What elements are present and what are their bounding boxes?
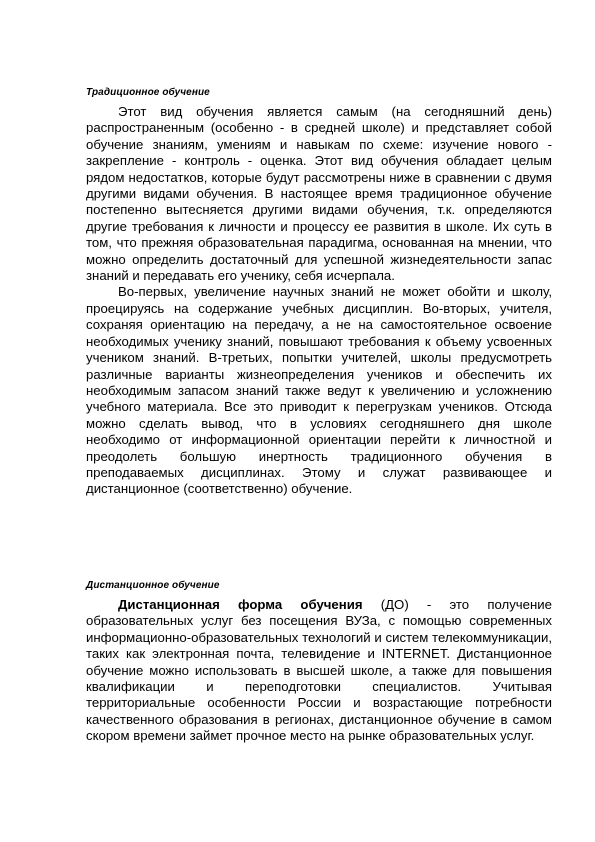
section-body-traditional [86,104,552,498]
paragraph: Этот вид обучения является самым (на сегодняшний день) распространенным (особенно - в средней школе) и представляет собой обучение знаниям, умениям и навыкам по схеме: изучение нового - закрепление - контроль - оценка. Этот вид обучения обладает целым рядом недостатков, которые будут рассмотрены ниже в сравнении с двумя другими видами обучения. В настоящее время традиционное обучение постепенно вытесняется другими видами обучения, т.к. определяются другие требования к личности и процессу ее развития в школе. Их суть в том, что прежняя образовательная парадигма, основанная на мнении, что можно определить достаточный для успешной жизнедеятельности запас знаний и передавать его ученику, себя исчерпала. [86,104,552,284]
paragraph: Во-первых, увеличение научных знаний не может обойти и школу, проецируясь на содержание учебных дисциплин. Во-вторых, учителя, сохраняя ориентацию на передачу, а не на самостоятельное освоение необходимых ученику знаний, повышают требования к объему усвоенных учеником знаний. В-третьих, попытки учителей, школы предусмотреть различные варианты жизнеопределения учеников и обеспечить их необходимым запасом знаний также ведут к увеличению и усложнению учебного материала. Все это приводит к перегрузкам учеников. Отсюда можно сделать вывод, что в условиях сегодняшнего дня школе необходимо от информационной ориентации перейти к личностной и преодолеть большую инертность традиционного обучения в преподаваемых дисциплинах. Этому и служат развивающее и дистанционное (соответственно) обучение. [86,284,552,497]
section-heading-distance: Дистанционное обучение [86,580,220,591]
paragraph [86,597,552,745]
term-bold: Дистанционная форма обучения [118,597,363,612]
section-body-distance [86,597,552,745]
section-heading-traditional: Традиционное обучение [86,87,210,98]
term-definition: (ДО) - это получение образовательных услуг без посещения ВУЗа, с помощью современных информационно-образовательных технологий и систем телекоммуникации, таких как электронная почта, телевидение и INTERNET. Дистанционное обучение можно использовать в высшей школе, а также для повышения квалификации и переподготовки специалистов. Учитывая территориальные особенности России и возрастающие потребности качественного образования в регионах, дистанционное обучение в самом скором времени займет прочное место на рынке образовательных услуг. [86,597,552,744]
